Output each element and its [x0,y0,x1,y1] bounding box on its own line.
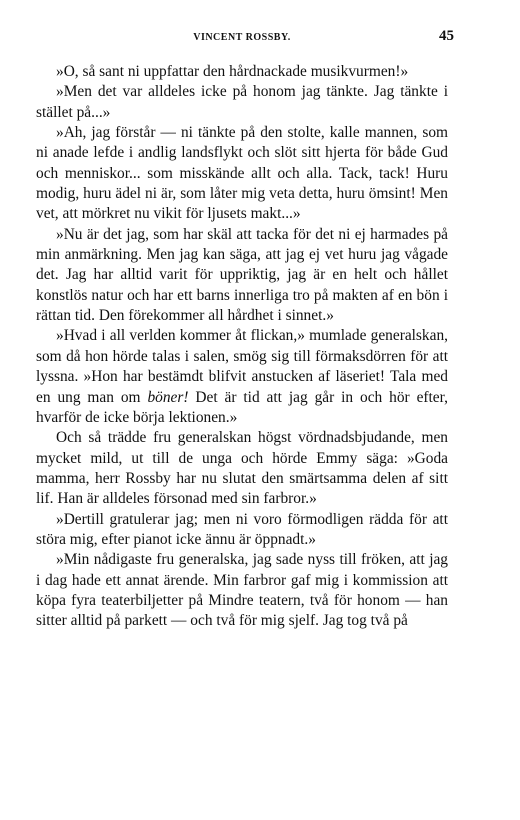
book-page [36,28,454,632]
paragraph-5-emphasis: böner! [147,388,189,406]
paragraph-3: »Ah, jag förstår — ni tänkte på den stolte, kalle mannen, som ni anade lefde i andlig landsflykt och slöt sitt hjerta för både Gud och menniskor... som misskände allt och alla. Tack, tack! Huru modig, huru ädel ni är, som låter mig veta detta, huru ömsint! Men vet, att mörkret nu vikit för ljusets makt...» [36,124,448,223]
paragraph-6: Och så trädde fru generalskan högst vördnadsbjudande, men mycket mild, ut till de unga och hörde Emmy säga: »Goda mamma, herr Rossby har nu slutat den smärtsamma delen af sitt lif. Han är alldeles försonad med sin farbror.» [36,429,448,508]
paragraph-5-after: Det är tid att jag går in och hör efter, hvarför de icke börja lektionen.» [36,388,448,426]
paragraph-4: »Nu är det jag, som har skäl att tacka för det ni ej harmades på min anmärkning. Men jag kan säga, att jag ej vet huru jag vågade det. Jag har alltid varit för uppriktig, jag är en helt och hållet konstlös natur och har ett barns innerliga tro på makten af en bön i rättan tid. Den förekommer all hårdhet i sinnet.» [36,225,448,325]
paragraph-5 [36,326,448,428]
paragraph-8: »Min nådigaste fru generalska, jag sade nyss till fröken, att jag i dag hade ett annat ärende. Min farbror gaf mig i kommission att köpa fyra teaterbiljetter på Mindre teatern, två för honom — han sitter alltid på parkett — och två för mig sjelf. Jag tog två på [36,551,448,630]
body-text [36,62,448,632]
paragraph-5-before: »Hvad i all verlden kommer åt flickan,» mumlade generalskan, som då hon hörde talas i salen, smög sig till förmaksdörren för att lyssna. »Hon har bestämdt blifvit anstucken af läseriet! Tala med en ung man om [36,327,448,406]
paragraph-7: »Dertill gratulerar jag; men ni voro förmodligen rädda för att störa mig, efter pianot icke ännu är öppnadt.» [36,510,448,548]
running-head: VINCENT ROSSBY. [193,32,291,43]
page-header [36,28,454,54]
paragraph-1: »O, så sant ni uppfattar den hårdnackade musikvurmen!» [56,63,409,80]
paragraph-2: »Men det var alldeles icke på honom jag tänkte. Jag tänkte i stället på...» [36,83,448,121]
page-number: 45 [439,28,454,44]
